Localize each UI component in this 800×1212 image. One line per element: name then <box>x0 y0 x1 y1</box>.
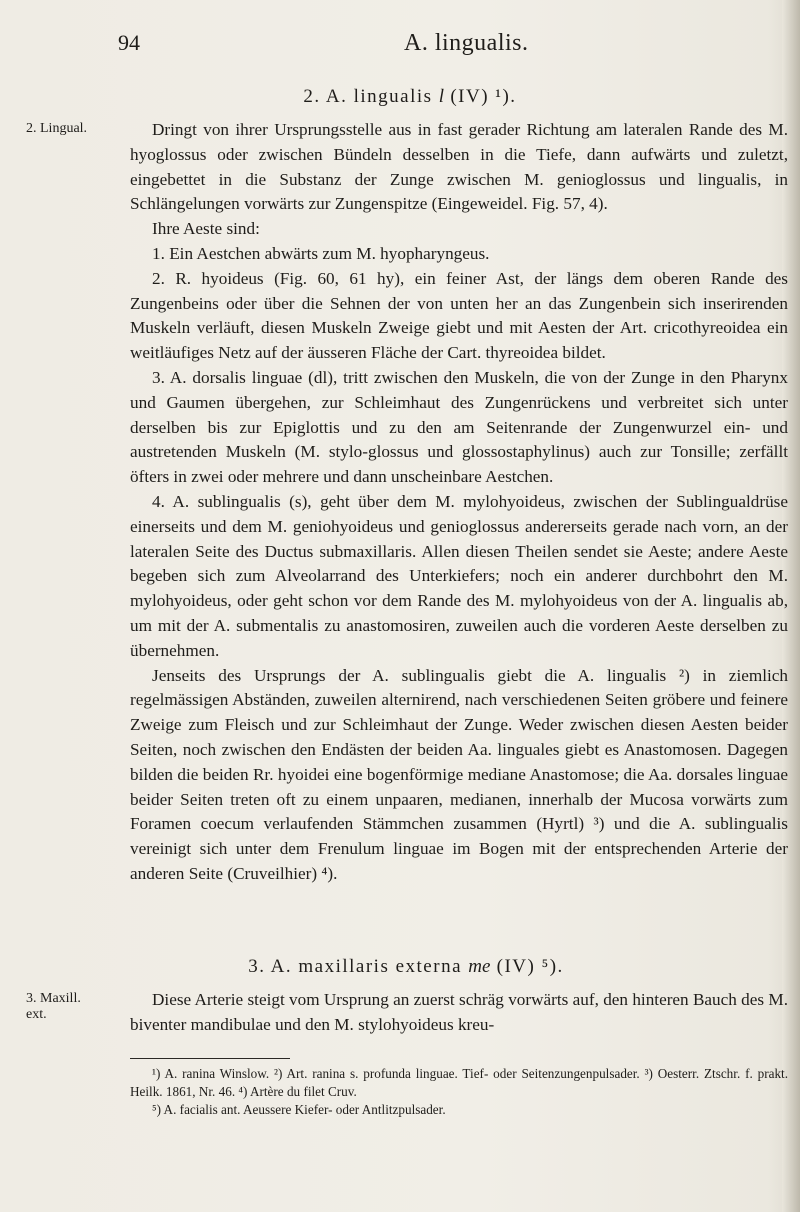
paragraph: 3. A. dorsalis linguae (dl), tritt zwischen den Muskeln, die von der Zunge in den Pharynx und Gaumen übergehen, zur Schleimhaut des Zungenrückens und verbreitet sich unter derselben bis zur Epiglottis und zu den am Seitenrande der Zungenwurzel ein- und austretenden Muskeln (M. stylo-glossus und glossostaphylinus) auch zur Tonsille; zerfällt öfters in zwei oder mehrere und dann unscheinbare Aestchen. <box>130 367 788 487</box>
paragraph: 4. A. sublingualis (s), geht über dem M. mylohyoideus, zwischen der Sublingualdrüse einerseits und dem M. geniohyoideus und genioglossus andererseits gerade nach vorn, an der lateralen Seite des Ductus submaxillaris. Allen diesen Theilen sendet sie Aeste; andere Aeste begeben sich zum Alveolarrand des Unterkiefers; noch ein anderer durchbohrt den M. mylohyoideus, oder geht schon vor dem Rande des M. mylohyoideus von der A. lingualis ab, um mit der A. submentalis zu anastomosiren, zuweilen auch die vorderen Aeste derselben zu übernehmen. <box>130 491 788 660</box>
footnote-rule <box>130 1058 290 1059</box>
margin-label-lingual: 2. Lingual. <box>26 121 88 136</box>
paragraph: Dringt von ihrer Ursprungsstelle aus in fast gerader Richtung am lateralen Rande des M. hyoglossus oder zwischen Bündeln desselben in die Tiefe, dann aufwärts und zuletzt, eingebettet in die Substanz der Zunge zwischen M. genioglossus und lingualis, in Schlängelungen vorwärts zur Zungenspitze (Eingeweidel. Fig. 57, 4). <box>130 120 788 214</box>
page-header <box>0 30 800 60</box>
paragraph: Ihre Aeste sind: <box>152 219 260 239</box>
section-body-maxillaris <box>130 988 788 1038</box>
paragraph: Diese Arterie steigt vom Ursprung an zuerst schräg vorwärts auf, den hinteren Bauch des M. biventer mandibulae und den M. stylohyoideus kreu- <box>130 990 788 1034</box>
footnote: ⁵) A. facialis ant. Aeussere Kiefer- oder Antlitzpulsader. <box>152 1102 446 1117</box>
margin-label-maxill-ext: 3. Maxill. ext. <box>26 991 81 1022</box>
paragraph: 1. Ein Aestchen abwärts zum M. hyopharyngeus. <box>152 243 490 263</box>
section-heading-lingualis: 2. A. lingualis l (IV) ¹). <box>303 86 517 107</box>
paragraph: Jenseits des Ursprungs der A. sublingualis giebt die A. lingualis ²) in ziemlich regelmässigen Abständen, zuweilen alternirend, nach verschiedenen Seiten gröbere und feinere Zweige zum Fleisch und zur Schleimhaut der Zunge. Weder zwischen diesen Aesten beider Seiten, noch zwischen den Endästen der beiden Aa. linguales giebt es Anastomosen. Dagegen bilden die beiden Rr. hyoidei eine bogenförmige mediane Anastomose; die Aa. dorsales linguae beider Seiten treten oft zu einem unpaaren, medianen, innerhalb der Mucosa vorwärts zum Foramen coecum verlaufenden Stämmchen zusammen (Hyrtl) ³) und die A. sublingualis vereinigt sich unter dem Frenulum linguae im Bogen mit der entsprechenden Arterie der anderen Seite (Cruveilhier) ⁴). <box>130 665 788 883</box>
section-body-lingualis <box>130 118 788 887</box>
page-number: 94 <box>118 30 140 55</box>
footnotes <box>130 1065 788 1119</box>
paragraph: 2. R. hyoideus (Fig. 60, 61 hy), ein feiner Ast, der längs dem oberen Rande des Zungenbeins oder über die Sehnen der von unten her an das Zungenbein sich inserirenden Muskeln verläuft, diesen Muskeln Zweige giebt und mit Aesten der Art. cricothyreoidea ein weitläufiges Netz auf der äusseren Fläche der Cart. thyreoidea bildet. <box>130 268 788 363</box>
running-title: A. lingualis. <box>404 30 529 56</box>
section-heading-maxillaris-externa: 3. A. maxillaris externa me (IV) ⁵). <box>248 956 564 977</box>
footnote: ¹) A. ranina Winslow. ²) Art. ranina s. profunda linguae. Tief- oder Seitenzungenpulsader. ³) Oesterr. Ztschr. f. prakt. Heilk. 1861, Nr. 46. ⁴) Artère du filet Cruv. <box>130 1066 788 1099</box>
